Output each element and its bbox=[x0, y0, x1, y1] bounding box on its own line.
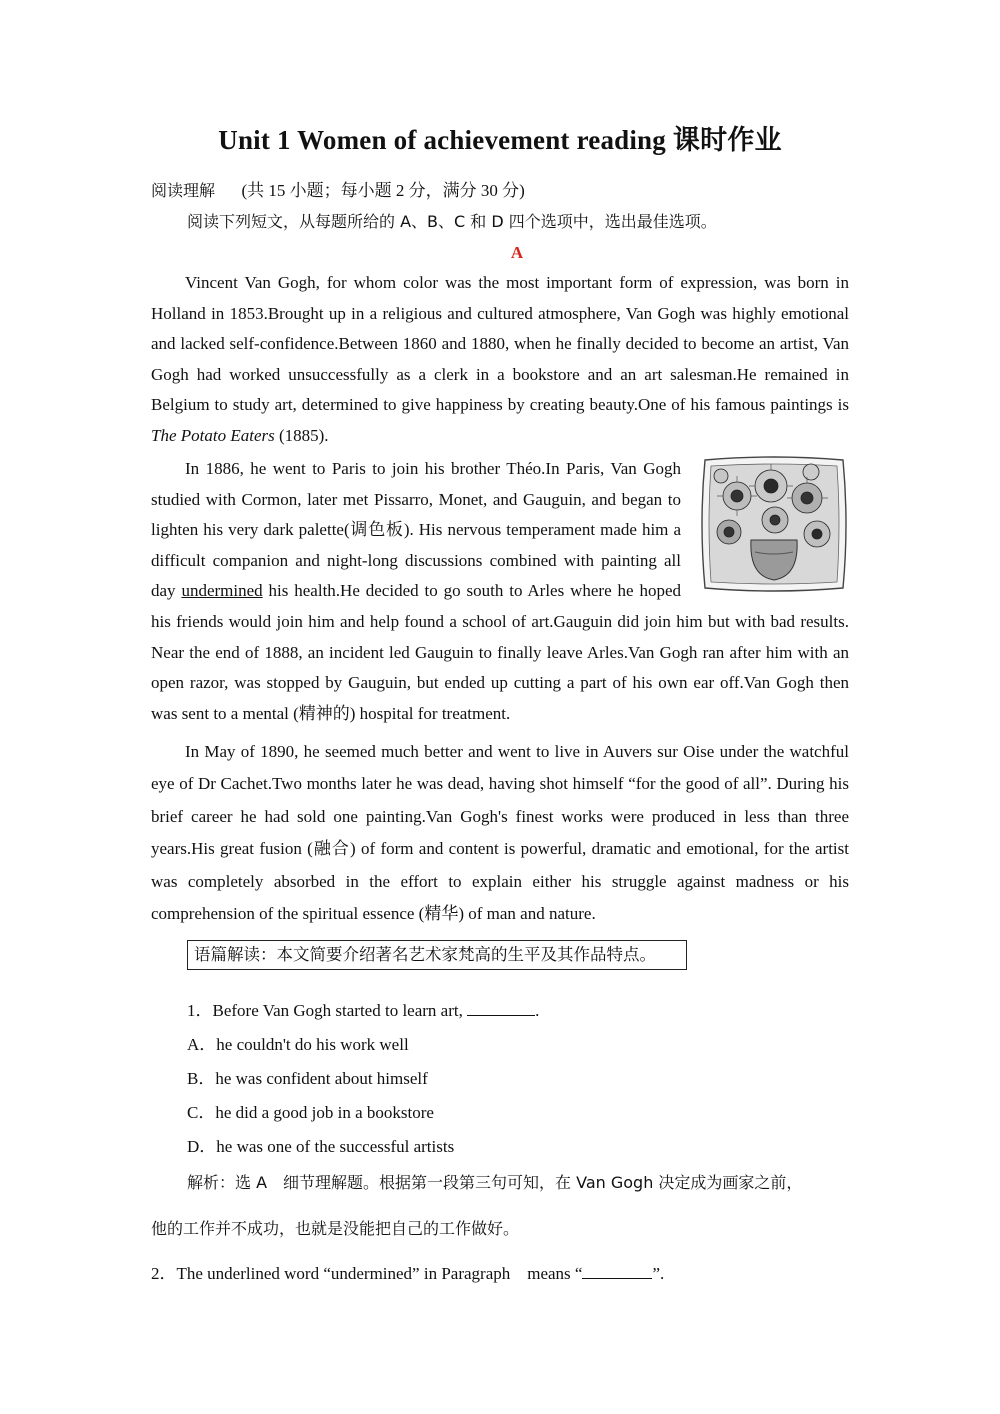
question-1-analysis-line2: 他的工作并不成功，也就是没能把自己的工作做好。 bbox=[151, 1219, 520, 1238]
page-title: Unit 1 Women of achievement reading 课时作业 bbox=[218, 125, 782, 155]
summary-box: 语篇解读：本文简要介绍著名艺术家梵高的生平及其作品特点。 bbox=[187, 940, 687, 970]
question-2-text: 2．The underlined word “undermined” in Paragraph means “ bbox=[151, 1264, 583, 1283]
sunflowers-image bbox=[699, 456, 849, 592]
paragraph-1 bbox=[151, 268, 849, 452]
paragraph-2-text: In 1886, he went to Paris to join his brother Théo.In Paris, Van Gogh studied with Cormon, later met Pissarro, Monet, and Gauguin, and began to lighten his very dark palette(调色板). His nervous temperament made him a difficult companion and night-long discussions combined with painting all day bbox=[151, 459, 681, 601]
question-1-option-b: B．he was confident about himself bbox=[187, 1069, 428, 1088]
question-2-stem bbox=[151, 1259, 664, 1284]
paragraph-2 bbox=[151, 454, 849, 734]
painting-title: The Potato Eaters bbox=[151, 425, 275, 445]
paragraph-2-end: his health.He decided to go south to Arles where he hoped his friends would join him and help found a school of art.Gauguin did join him but with bad results. Near the end of 1888, an incident led Gauguin to finally leave Arles.Van Gogh ran after him with an open razor, was stopped by Gauguin, but ended up cutting a part of his own ear off.Van Gogh then was sent to a mental (精神的) hospital for treatment. bbox=[151, 581, 849, 723]
section-detail: (共 15 小题；每小题 2 分，满分 30 分) bbox=[241, 181, 525, 200]
answer-blank bbox=[467, 1001, 535, 1016]
paragraph-3-text: In May of 1890, he seemed much better and went to live in Auvers sur Oise under the watchful eye of Dr Cachet.Two months later he was dead, having shot himself “for the good of all”. During his brief career he had sold one painting.Van Gogh's finest works were produced in less than three years.His great fusion (融合) of form and content is powerful, dramatic and emotional, for the artist was completely absorbed in the effort to explain either his struggle against madness or his comprehension of the spiritual essence (精华) of man and nature. bbox=[151, 742, 849, 924]
question-2-end: ”. bbox=[652, 1264, 665, 1283]
question-1-option-a: A．he couldn't do his work well bbox=[187, 1035, 409, 1054]
question-1-stem bbox=[187, 996, 539, 1021]
paragraph-1-text: Vincent Van Gogh, for whom color was the most important form of expression, was born in Holland in 1853.Brought up in a religious and cultured atmosphere, Van Gogh was highly emotional and lacked self-confidence.Between 1860 and 1880, when he finally decided to become an artist, Van Gogh had worked unsuccessfully as a clerk in a bookstore and an art salesman.He remained in Belgium to study art, determined to give happiness by creating beauty.One of his famous paintings is bbox=[151, 273, 849, 415]
section-info bbox=[151, 176, 525, 201]
section-name: 阅读理解 bbox=[151, 181, 216, 200]
question-1-end: . bbox=[535, 1001, 540, 1020]
paragraph-1-end: (1885). bbox=[274, 425, 329, 445]
underlined-word: undermined bbox=[181, 581, 263, 601]
answer-blank bbox=[582, 1264, 652, 1279]
passage-label: A bbox=[510, 243, 524, 262]
paragraph-3 bbox=[151, 736, 849, 930]
question-1-option-d: D．he was one of the successful artists bbox=[187, 1137, 455, 1156]
question-1-analysis-line1: 解析：选 A 细节理解题。根据第一段第三句可知，在 Van Gogh 决定成为画家之前， bbox=[187, 1173, 803, 1192]
instruction: 阅读下列短文，从每题所给的 A、B、C 和 D 四个选项中，选出最佳选项。 bbox=[187, 212, 717, 231]
question-1-text: 1．Before Van Gogh started to learn art, bbox=[187, 1001, 468, 1020]
question-1-option-c: C．he did a good job in a bookstore bbox=[187, 1103, 434, 1122]
